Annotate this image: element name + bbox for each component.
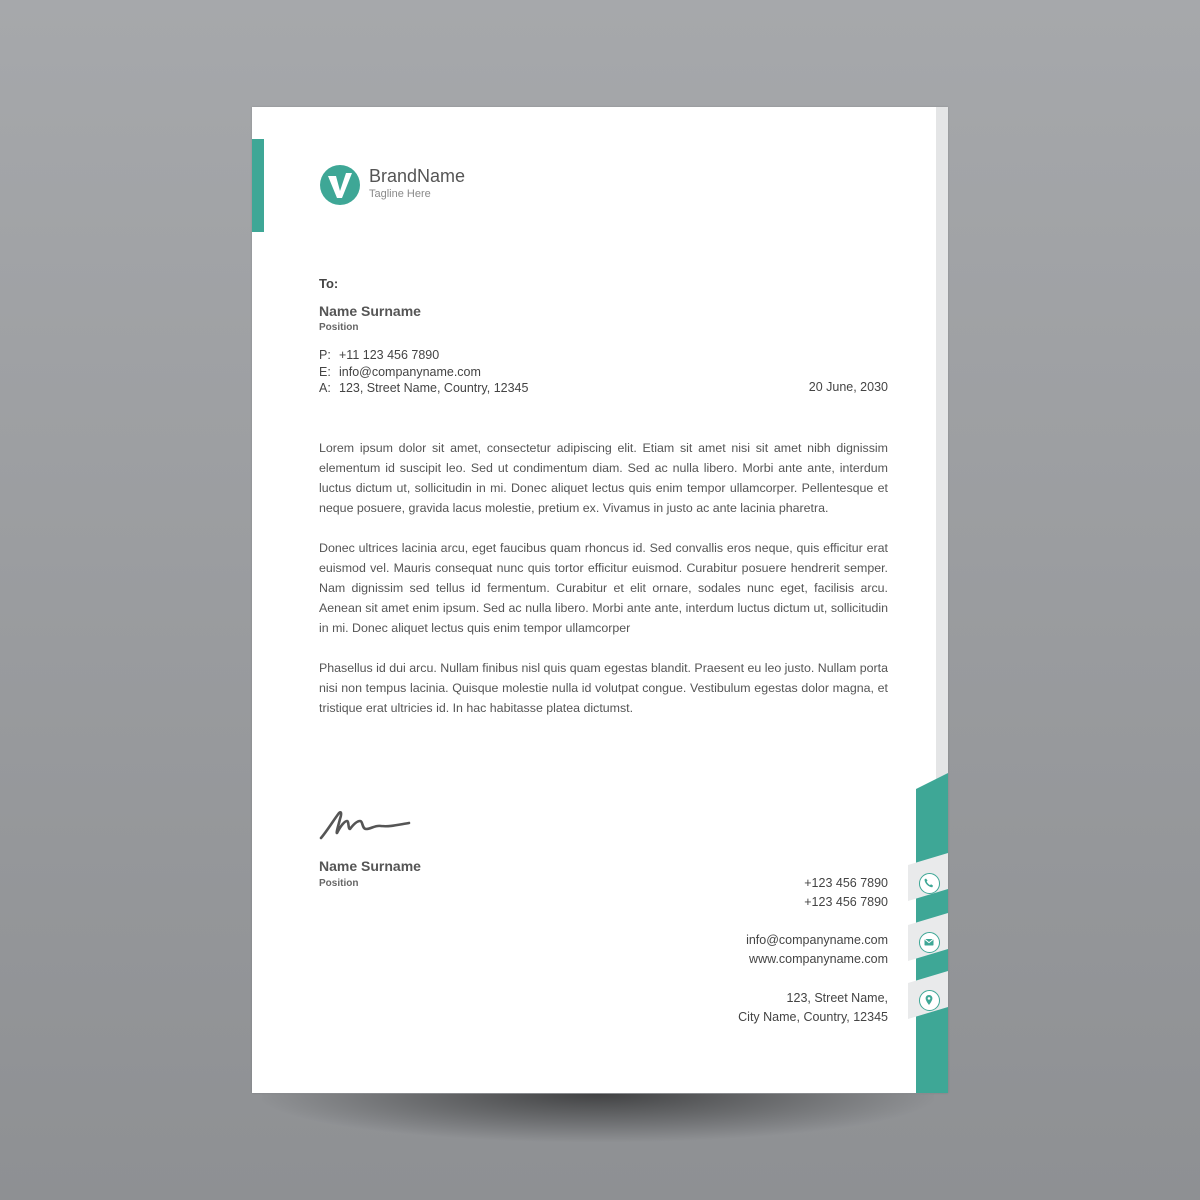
footer-email: info@companyname.com <box>746 933 888 947</box>
letter-body <box>319 438 888 738</box>
recipient-email: info@companyname.com <box>339 364 481 379</box>
signer-position: Position <box>319 878 359 889</box>
footer-phone: +123 456 7890 <box>804 876 888 890</box>
accent-tab <box>252 139 264 232</box>
recipient-email-row <box>319 364 528 381</box>
footer-address <box>738 989 888 1027</box>
page-shadow <box>262 1094 934 1142</box>
address-label: A: <box>319 381 331 395</box>
brand-tagline: Tagline Here <box>369 188 431 200</box>
brand-name: BrandName <box>369 166 466 186</box>
signer-name: Name Surname <box>319 858 421 874</box>
email-label: E: <box>319 364 331 379</box>
recipient-address-row <box>319 380 528 397</box>
body-paragraph: Phasellus id dui arcu. Nullam finibus nisl quis quam egestas blandit. Praesent eu leo justo. Nullam porta nisi non tempus lacinia. Quisque molestie nulla id volutpat congue. Vestibulum egestas dolor magna, et tristique erat ultricies id. In hac habitasse platea dictumst. <box>319 661 888 715</box>
footer-phones <box>804 874 888 912</box>
recipient-position: Position <box>319 322 359 333</box>
footer-address-line: City Name, Country, 12345 <box>738 1010 888 1024</box>
location-pin-icon <box>919 990 940 1011</box>
teal-ribbon-decoration <box>908 767 948 1093</box>
to-label: To: <box>319 276 339 291</box>
signature-image <box>319 807 411 843</box>
recipient-contact <box>319 347 528 397</box>
body-paragraph: Lorem ipsum dolor sit amet, consectetur adipiscing elit. Etiam sit amet nisi sit amet nibh dignissim elementum id suscipit leo. Sed ut condimentum diam. Sed ac nulla libero. Morbi ante ante, interdum luctus dictum ut, sollicitudin in mi. Donec aliquet lectus quis enim tempor ullamcorper. Pellentesque et neque posuere, gravida lacus molestie, pretium ex. Vivamus in justo ac ante lacinia pharetra. <box>319 441 888 515</box>
phone-icon <box>919 873 940 894</box>
letter-date: 20 June, 2030 <box>808 380 888 394</box>
footer-phone: +123 456 7890 <box>804 895 888 909</box>
phone-label: P: <box>319 348 331 362</box>
recipient-name: Name Surname <box>319 303 421 319</box>
footer-website: www.companyname.com <box>749 952 888 966</box>
footer-address-line: 123, Street Name, <box>786 991 888 1005</box>
recipient-phone: +11 123 456 7890 <box>339 348 440 362</box>
footer-web <box>746 931 888 969</box>
recipient-phone-row <box>319 347 528 364</box>
v-logo-icon <box>319 164 361 206</box>
recipient-address: 123, Street Name, Country, 12345 <box>339 381 529 395</box>
body-paragraph: Donec ultrices lacinia arcu, eget faucibus quam rhoncus id. Sed convallis eros neque, quis efficitur erat euismod vel. Mauris consequat nunc quis tortor efficitur euismod. Curabitur posuere hendrerit semper. Nam dignissim sed tellus id fermentum. Curabitur et elit ornare, sodales nunc eget, facilisis arcu. Aenean sit amet enim ipsum. Sed ac nulla libero. Morbi ante ante, interdum luctus dictum ut, sollicitudin in mi. Donec aliquet lectus quis enim tempor ullamcorper <box>319 541 888 635</box>
letterhead-page <box>252 107 948 1093</box>
mail-icon <box>919 932 940 953</box>
